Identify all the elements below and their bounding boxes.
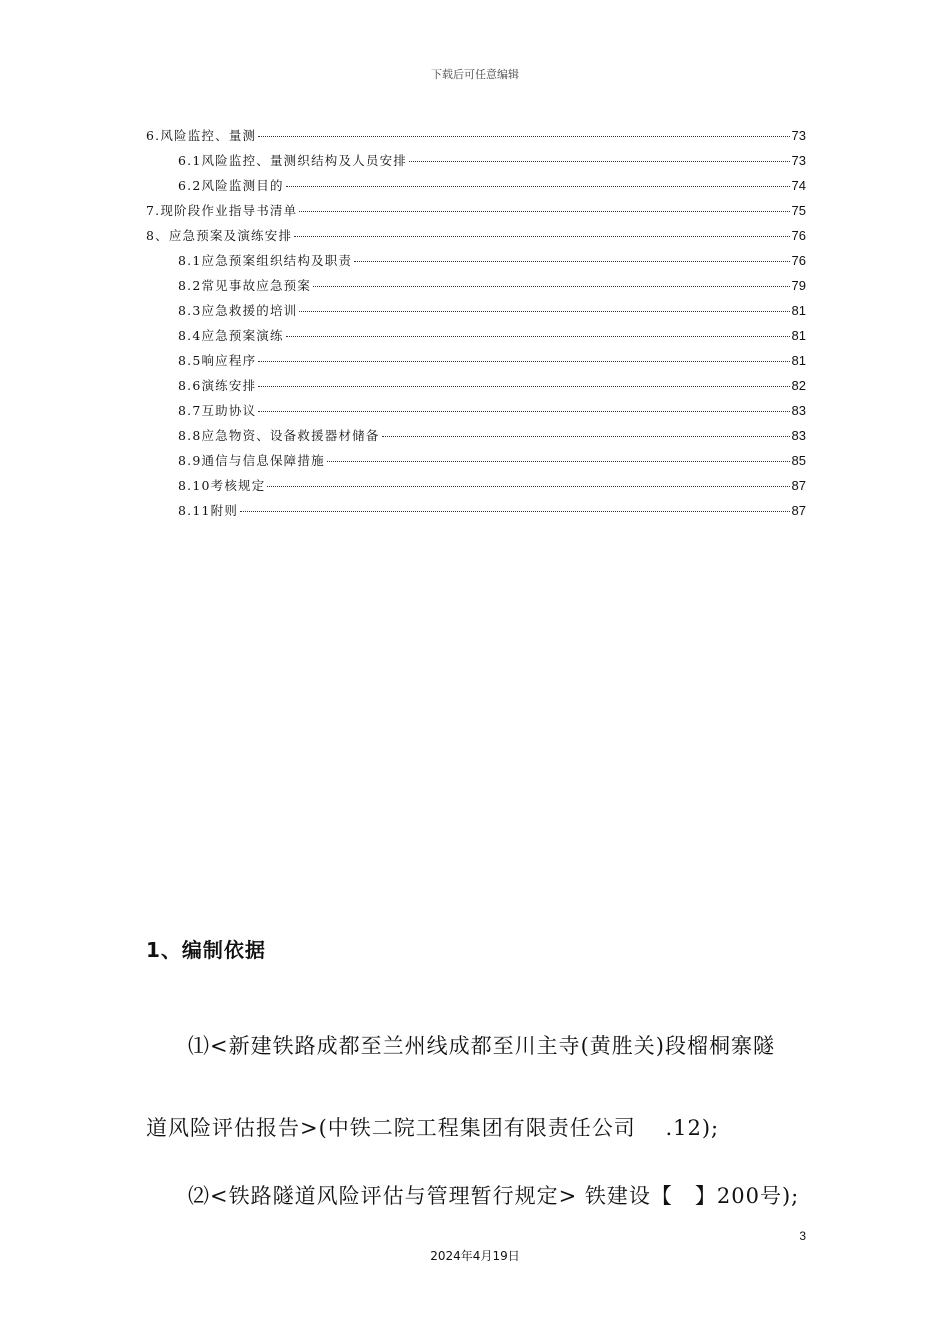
toc-entry-page: 85 [791,453,806,468]
toc-leader-dots [313,286,789,287]
toc-entry-title: 8.2常见事故应急预案 [178,278,312,293]
toc-entry[interactable] [178,401,806,421]
toc-entry-page: 83 [791,428,806,443]
toc-entry[interactable] [178,476,806,496]
toc-entry-title: 8.7互助协议 [178,403,257,418]
toc-entry-page: 76 [791,253,806,268]
toc-entry-page: 79 [791,278,806,293]
toc-leader-dots [354,261,789,262]
body-paragraph-line: ⑴<新建铁路成都至兰州线成都至川主寺(黄胜关)段榴桐寨隧 [188,1034,775,1058]
toc-entry[interactable] [178,151,806,171]
toc-entry[interactable] [178,501,806,521]
toc-entry[interactable] [146,226,806,246]
body-paragraph-line: ⑵<铁路隧道风险评估与管理暂行规定> 铁建设【 】200号); [188,1184,800,1208]
page-number: 3 [799,1229,806,1243]
toc-entry[interactable] [178,426,806,446]
toc-leader-dots [258,136,789,137]
toc-entry-page: 75 [791,203,806,218]
toc-entry[interactable] [178,301,806,321]
toc-entry[interactable] [146,126,806,146]
toc-leader-dots [286,336,790,337]
toc-entry[interactable] [178,451,806,471]
toc-leader-dots [299,211,789,212]
toc-entry-title: 8.10考核规定 [178,478,266,493]
toc-leader-dots [267,486,789,487]
toc-entry-page: 73 [791,153,806,168]
toc-entry[interactable] [178,376,806,396]
body-paragraph-line: 道风险评估报告>(中铁二院工程集团有限责任公司 .12); [146,1116,720,1140]
toc-entry-title: 6.风险监控、量测 [146,128,257,143]
toc-entry-page: 81 [791,353,806,368]
toc-leader-dots [409,161,790,162]
toc-entry-title: 7.现阶段作业指导书清单 [146,203,298,218]
toc-entry-page: 83 [791,403,806,418]
toc-entry-title: 8.3应急救援的培训 [178,303,298,318]
toc-entry-title: 6.1风险监控、量测织结构及人员安排 [178,153,407,168]
toc-leader-dots [382,436,790,437]
toc-leader-dots [258,361,789,362]
toc-leader-dots [286,186,790,187]
toc-entry[interactable] [178,351,806,371]
toc-entry-title: 6.2风险监测目的 [178,178,284,193]
toc-entry-page: 87 [791,478,806,493]
page-footer-date: 2024年4月19日 [430,1249,520,1263]
toc-entry-page: 73 [791,128,806,143]
section-heading: 1、编制依据 [146,938,266,962]
toc-entry-page: 82 [791,378,806,393]
toc-entry[interactable] [178,276,806,296]
toc-entry-title: 8.1应急预案组织结构及职责 [178,253,353,268]
toc-entry-title: 8.4应急预案演练 [178,328,284,343]
toc-entry-title: 8.5响应程序 [178,353,257,368]
toc-leader-dots [240,511,789,512]
toc-entry-page: 81 [791,303,806,318]
toc-entry-title: 8.9通信与信息保障措施 [178,453,325,468]
toc-entry-page: 76 [791,228,806,243]
toc-entry-title: 8.6演练安排 [178,378,257,393]
toc-leader-dots [299,311,789,312]
toc-entry[interactable] [146,201,806,221]
toc-entry-page: 81 [791,328,806,343]
toc-leader-dots [294,236,789,237]
toc-entry-title: 8、应急预案及演练安排 [146,228,293,243]
toc-entry[interactable] [178,251,806,271]
page-header: 下载后可任意编辑 [431,68,519,81]
toc-leader-dots [258,386,789,387]
toc-entry[interactable] [178,176,806,196]
toc-entry-page: 87 [791,503,806,518]
toc-entry[interactable] [178,326,806,346]
toc-leader-dots [327,461,790,462]
toc-entry-title: 8.11附则 [178,503,239,518]
toc-leader-dots [258,411,789,412]
toc-entry-page: 74 [791,178,806,193]
toc-entry-title: 8.8应急物资、设备救援器材储备 [178,428,380,443]
